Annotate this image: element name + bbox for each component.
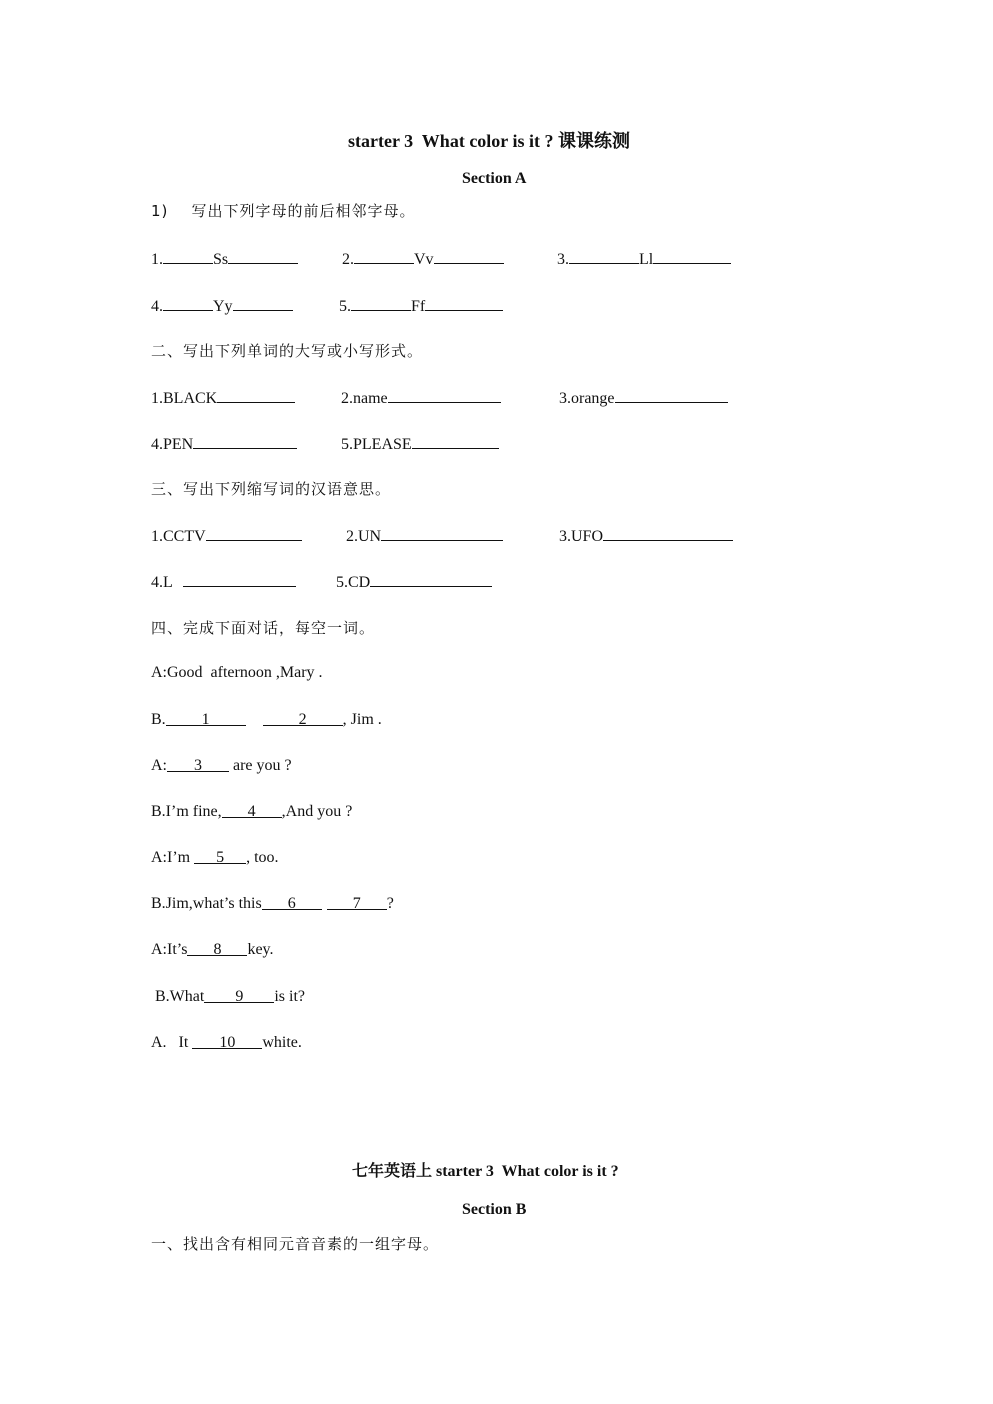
q3-item-word: 5.CD	[336, 574, 371, 591]
blank-number: 8	[213, 941, 222, 958]
answer-blank[interactable]	[569, 248, 639, 264]
q3-item	[346, 525, 503, 547]
page-title: starter 3 What color is it ? 课课练测	[348, 131, 630, 151]
q1-heading: 1) 写出下列字母的前后相邻字母。	[151, 202, 416, 220]
q3-item	[559, 525, 733, 547]
answer-blank-4[interactable]	[222, 802, 282, 818]
dialogue-text: ?	[386, 895, 394, 912]
q1-item	[151, 295, 293, 317]
q1-item-num: 1.	[151, 251, 163, 268]
answer-blank[interactable]	[615, 387, 728, 403]
answer-blank-5[interactable]	[194, 848, 246, 864]
q3-heading: 三、写出下列缩写词的汉语意思。	[151, 480, 392, 498]
dialogue-text: A:I’m	[151, 849, 195, 866]
q1-item	[342, 248, 504, 270]
q3-item	[151, 571, 296, 593]
q1-item-letter: Ff	[411, 298, 426, 315]
answer-blank-3[interactable]	[167, 756, 229, 772]
dialogue-text: A:It’s	[151, 941, 188, 958]
dialogue-text: , too.	[246, 849, 279, 866]
dialogue-line	[151, 894, 394, 914]
section-b-heading: Section B	[462, 1201, 527, 1218]
blank-number: 1	[201, 711, 210, 728]
q3-item-word: 4.L	[151, 574, 173, 591]
q1-item-num: 2.	[342, 251, 354, 268]
answer-blank-8[interactable]	[187, 940, 247, 956]
q2-item-word: 2.name	[341, 390, 388, 407]
q5-heading: 一、找出含有相同元音音素的一组字母。	[151, 1235, 440, 1253]
answer-blank[interactable]	[653, 248, 731, 264]
section-a-heading: Section A	[462, 170, 527, 187]
q1-item	[339, 295, 503, 317]
dialogue-text: ,And you ?	[281, 803, 353, 820]
answer-blank-2[interactable]	[263, 710, 343, 726]
dialogue-text: white.	[262, 1034, 302, 1051]
blank-number: 4	[247, 803, 256, 820]
q3-item-word: 2.UN	[346, 528, 382, 545]
blank-number: 9	[235, 988, 244, 1005]
dialogue-line	[151, 940, 274, 960]
answer-blank[interactable]	[193, 433, 297, 449]
dialogue-text: B.Jim,what’s this	[151, 895, 262, 912]
dialogue-line	[151, 710, 382, 730]
blank-number: 7	[352, 895, 361, 912]
q2-item	[341, 387, 501, 409]
answer-blank[interactable]	[163, 248, 213, 264]
dialogue-text: is it?	[274, 988, 305, 1005]
dialogue-text: A:	[151, 757, 167, 774]
answer-blank[interactable]	[370, 571, 492, 587]
blank-number: 10	[219, 1034, 236, 1051]
q1-item	[151, 248, 298, 270]
answer-blank[interactable]	[603, 525, 733, 541]
dialogue-line	[151, 802, 352, 822]
answer-blank[interactable]	[217, 387, 295, 403]
q2-item-word: 1.BLACK	[151, 390, 218, 407]
dialogue-text: are you ?	[233, 757, 292, 774]
answer-blank[interactable]	[434, 248, 504, 264]
dialogue-text: key.	[247, 941, 274, 958]
blank-number: 6	[287, 895, 296, 912]
dialogue-text: A. It	[151, 1034, 193, 1051]
blank-number: 5	[216, 849, 225, 866]
dialogue-text: B.I’m fine,	[151, 803, 222, 820]
answer-blank[interactable]	[163, 295, 213, 311]
dialogue-text: , Jim .	[342, 711, 382, 728]
q4-heading: 四、完成下面对话，每空一词。	[151, 619, 376, 637]
q2-item	[151, 387, 295, 409]
blank-number: 2	[298, 711, 307, 728]
q1-item-num: 3.	[557, 251, 569, 268]
q1-item-num: 4.	[151, 298, 163, 315]
answer-blank-1[interactable]	[166, 710, 246, 726]
q3-item	[336, 571, 492, 593]
q2-item-word: 5.PLEASE	[341, 436, 412, 453]
q1-item-letter: Ll	[639, 251, 654, 268]
q1-item-letter: Vv	[414, 251, 434, 268]
answer-blank[interactable]	[381, 525, 503, 541]
page-title-2: 七年英语上 starter 3 What color is it ?	[352, 1163, 619, 1180]
q2-item-word: 4.PEN	[151, 436, 194, 453]
answer-blank[interactable]	[412, 433, 499, 449]
q2-item	[341, 433, 499, 455]
q3-item-word: 3.UFO	[559, 528, 604, 545]
answer-blank[interactable]	[425, 295, 503, 311]
dialogue-text: B.	[151, 711, 166, 728]
answer-blank[interactable]	[183, 571, 296, 587]
q3-item	[151, 525, 302, 547]
q1-item-num: 5.	[339, 298, 351, 315]
answer-blank[interactable]	[233, 295, 293, 311]
dialogue-line	[151, 1033, 302, 1053]
q1-item	[557, 248, 731, 270]
answer-blank-6[interactable]	[262, 894, 322, 910]
answer-blank[interactable]	[388, 387, 501, 403]
dialogue-line: A:Good afternoon ,Mary .	[151, 664, 323, 681]
dialogue-text: B.What	[155, 988, 205, 1005]
q2-item	[151, 433, 297, 455]
q2-item-word: 3.orange	[559, 390, 615, 407]
answer-blank[interactable]	[351, 295, 411, 311]
answer-blank-10[interactable]	[192, 1033, 262, 1049]
answer-blank[interactable]	[354, 248, 414, 264]
dialogue-line	[155, 987, 305, 1007]
q2-heading: 二、写出下列单词的大写或小写形式。	[151, 342, 424, 360]
q3-item-word: 1.CCTV	[151, 528, 206, 545]
blank-number: 3	[194, 757, 202, 774]
q1-item-letter: Ss	[213, 251, 229, 268]
answer-blank-9[interactable]	[204, 987, 274, 1003]
answer-blank[interactable]	[206, 525, 302, 541]
answer-blank[interactable]	[228, 248, 298, 264]
answer-blank-7[interactable]	[327, 894, 387, 910]
dialogue-line	[151, 848, 279, 868]
dialogue-line	[151, 756, 292, 776]
q1-item-letter: Yy	[213, 298, 233, 315]
q2-item	[559, 387, 728, 409]
